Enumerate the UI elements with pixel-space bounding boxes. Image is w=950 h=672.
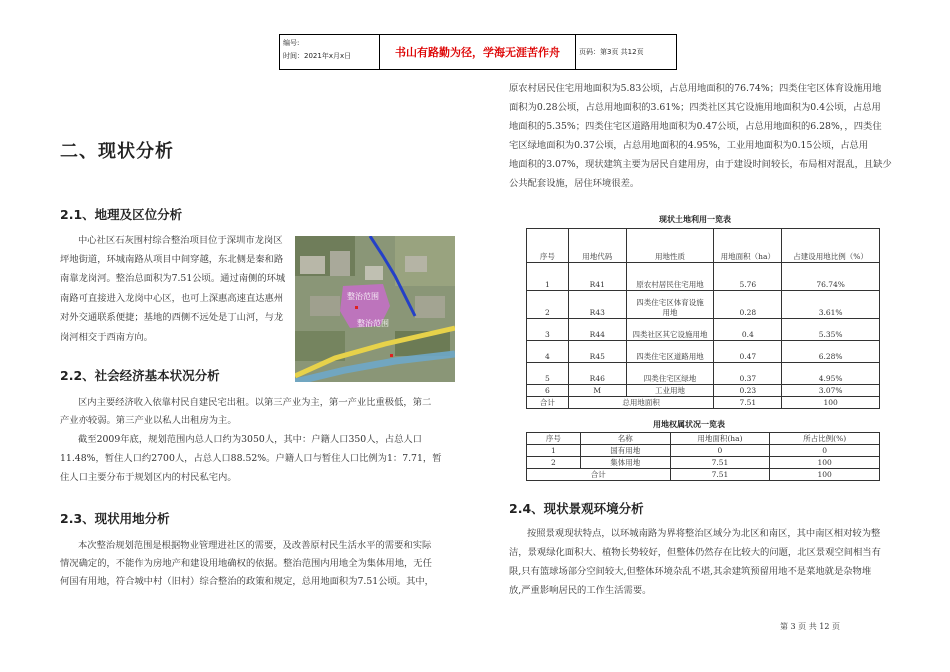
cell: M — [568, 385, 626, 397]
cell: 7.51 — [670, 457, 770, 469]
cell: R43 — [568, 291, 626, 319]
table-total-row — [527, 397, 880, 409]
table-row — [527, 341, 880, 363]
right-line-2: 面积为0.28公顷，占总用地面积的3.61%；四类社区其它设施用地面积为0.4公顷，占总用 — [509, 102, 881, 113]
cell: 3 — [527, 319, 569, 341]
section-title: 二、现状分析 — [60, 141, 174, 162]
heading-2-4: 2.4、现状景观环境分析 — [509, 501, 644, 516]
land-use-table — [526, 228, 880, 409]
table1-caption: 现状土地利用一览表 — [659, 215, 731, 224]
cell: 1 — [527, 263, 569, 291]
table-row — [527, 319, 880, 341]
cell: 四类住宅区道路用地 — [626, 341, 714, 363]
cell: 6 — [527, 385, 569, 397]
heading-2-3: 2.3、现状用地分析 — [60, 511, 170, 526]
s24-line-2: 洁，景观绿化面积大、植物长势较好，但整体仍然存在比较大的问题，北区景观空间相当有 — [509, 547, 881, 558]
s21-line-4: 南路可直接进入龙岗中心区，也可上深惠高速直达惠州 — [60, 293, 284, 304]
header-date: 时间：2021年x月x日 — [283, 52, 352, 60]
cell: 100 — [782, 397, 880, 409]
table-row — [527, 291, 880, 319]
s21-line-2: 坪地街道，环城南路从项目中间穿越，东北侧是秦和路 — [60, 254, 284, 265]
cell: R44 — [568, 319, 626, 341]
s23-line-1: 本次整治规划范围是根据物业管理进社区的需要，及改善原村民生活水平的需要和实际 — [78, 540, 432, 551]
right-line-3: 地面积的5.35%；四类住宅区道路用地面积为0.47公顷，占总用地面积的6.28%，，四类住 — [509, 121, 882, 132]
th-code: 用地代码 — [568, 229, 626, 263]
table-header-row — [527, 433, 880, 445]
th-index: 序号 — [527, 229, 569, 263]
cell: 总用地面积 — [568, 397, 714, 409]
cell: 100 — [770, 469, 880, 481]
s22-line-5: 住人口主要分布于规划区内的村民私宅内。 — [60, 472, 237, 483]
cell: 6.28% — [782, 341, 880, 363]
header-motto: 书山有路勤为径，学海无涯苦作舟 — [380, 35, 576, 69]
cell: 4 — [527, 341, 569, 363]
cell: 7.51 — [714, 397, 782, 409]
s23-line-3: 何国有用地，符合城中村（旧村）综合整治的政策和规定，总用地面积为7.51公顷。其中， — [60, 576, 434, 587]
map-label-1: 整治范围 — [347, 292, 379, 301]
cell: 四类住宅区体育设施用地 — [626, 291, 714, 319]
heading-2-1: 2.1、地理及区位分析 — [60, 207, 183, 222]
th-name: 名称 — [580, 433, 670, 445]
th-type: 用地性质 — [626, 229, 714, 263]
s23-line-2: 情况确定的，不能作为房地产和建设用地确权的依据。整治范围内用地全为集体用地，无任 — [60, 558, 432, 569]
s24-line-4: 放,严重影响居民的工作生活需要。 — [509, 585, 652, 596]
s24-line-1: 按照景观现状特点，以环城南路为界将整治区域分为北区和南区，其中南区相对较为整 — [527, 528, 881, 539]
cell: 0.28 — [714, 291, 782, 319]
header-page: 页码：第3页 共12页 — [579, 48, 644, 56]
s22-line-2: 产业亦较弱。第三产业以私人出租房为主。 — [60, 415, 237, 426]
cell: 5 — [527, 363, 569, 385]
th-index: 序号 — [527, 433, 581, 445]
cell: 100 — [770, 457, 880, 469]
cell: 国有用地 — [580, 445, 670, 457]
header-number-label: 编号: — [283, 39, 300, 47]
cell: 0.4 — [714, 319, 782, 341]
table-row — [527, 263, 880, 291]
s21-line-1: 中心社区石灰围村综合整治项目位于深圳市龙岗区 — [78, 235, 283, 246]
s21-line-3: 南靠龙岗河。整治总面积为7.51公顷。通过南侧的环城 — [60, 273, 286, 284]
location-map-image — [295, 236, 455, 382]
cell: 集体用地 — [580, 457, 670, 469]
cell: 1 — [527, 445, 581, 457]
cell: 2 — [527, 457, 581, 469]
land-ownership-table — [526, 432, 880, 481]
table-row — [527, 457, 880, 469]
s22-line-1: 区内主要经济收入依靠村民自建民宅出租。以第三产业为主，第一产业比重极低，第二 — [78, 397, 432, 408]
right-line-5: 地面积的3.07%，现状建筑主要为居民自建用房，由于建设时间较长，布局相对混乱，且缺少 — [509, 159, 892, 170]
cell: 0.37 — [714, 363, 782, 385]
page-footer: 第 3 页 共 12 页 — [780, 622, 840, 631]
cell: 5.76 — [714, 263, 782, 291]
heading-2-2: 2.2、社会经济基本状况分析 — [60, 368, 220, 383]
cell: 四类社区其它设施用地 — [626, 319, 714, 341]
cell: 2 — [527, 291, 569, 319]
cell: 0.23 — [714, 385, 782, 397]
cell: 四类住宅区绿地 — [626, 363, 714, 385]
cell: 5.35% — [782, 319, 880, 341]
table-row — [527, 363, 880, 385]
cell: 3.07% — [782, 385, 880, 397]
header-box — [279, 34, 677, 70]
s22-line-3: 截至2009年底，规划范围内总人口约为3050人，其中：户籍人口350人，占总人口 — [78, 434, 422, 445]
cell: 合计 — [527, 469, 671, 481]
right-line-6: 公共配套设施，居住环境很差。 — [509, 178, 640, 189]
cell: 0 — [670, 445, 770, 457]
s21-line-6: 岗河相交于西南方向。 — [60, 332, 153, 343]
cell: R46 — [568, 363, 626, 385]
map-label-2: 整治范围 — [357, 319, 389, 328]
cell: 76.74% — [782, 263, 880, 291]
th-ratio: 占建设用地比例（%） — [782, 229, 880, 263]
th-area: 用地面积（ha） — [714, 229, 782, 263]
table2-caption: 用地权属状况一览表 — [653, 420, 725, 429]
cell: R45 — [568, 341, 626, 363]
right-line-1: 原农村居民住宅用地面积为5.83公顷，占总用地面积的76.74%；四类住宅区体育设施用地 — [509, 83, 882, 94]
table-row — [527, 445, 880, 457]
cell: 合计 — [527, 397, 569, 409]
cell: 原农村居民住宅用地 — [626, 263, 714, 291]
table-header-row — [527, 229, 880, 263]
cell: R41 — [568, 263, 626, 291]
th-area: 用地面积(ha) — [670, 433, 770, 445]
cell: 7.51 — [670, 469, 770, 481]
s22-line-4: 11.48%，暂住人口约2700人，占总人口88.52%。户籍人口与暂住人口比例为1：7.71，暂 — [60, 453, 442, 464]
s24-line-3: 限,只有篮球场部分空间较大,但整体环境杂乱不堪,其余建筑预留用地不是菜地就是杂物堆 — [509, 566, 872, 577]
cell: 0.47 — [714, 341, 782, 363]
cell: 工业用地 — [626, 385, 714, 397]
table-total-row — [527, 469, 880, 481]
table-row — [527, 385, 880, 397]
cell: 4.95% — [782, 363, 880, 385]
cell: 0 — [770, 445, 880, 457]
s21-line-5: 对外交通联系便捷；基地的西侧不远处是丁山河，与龙 — [60, 312, 284, 323]
cell: 3.61% — [782, 291, 880, 319]
th-ratio: 所占比例(%) — [770, 433, 880, 445]
header-meta — [280, 35, 380, 69]
right-line-4: 宅区绿地面积为0.37公顷，占总用地面积的4.95%，工业用地面积为0.15公顷，占总用 — [509, 140, 869, 151]
